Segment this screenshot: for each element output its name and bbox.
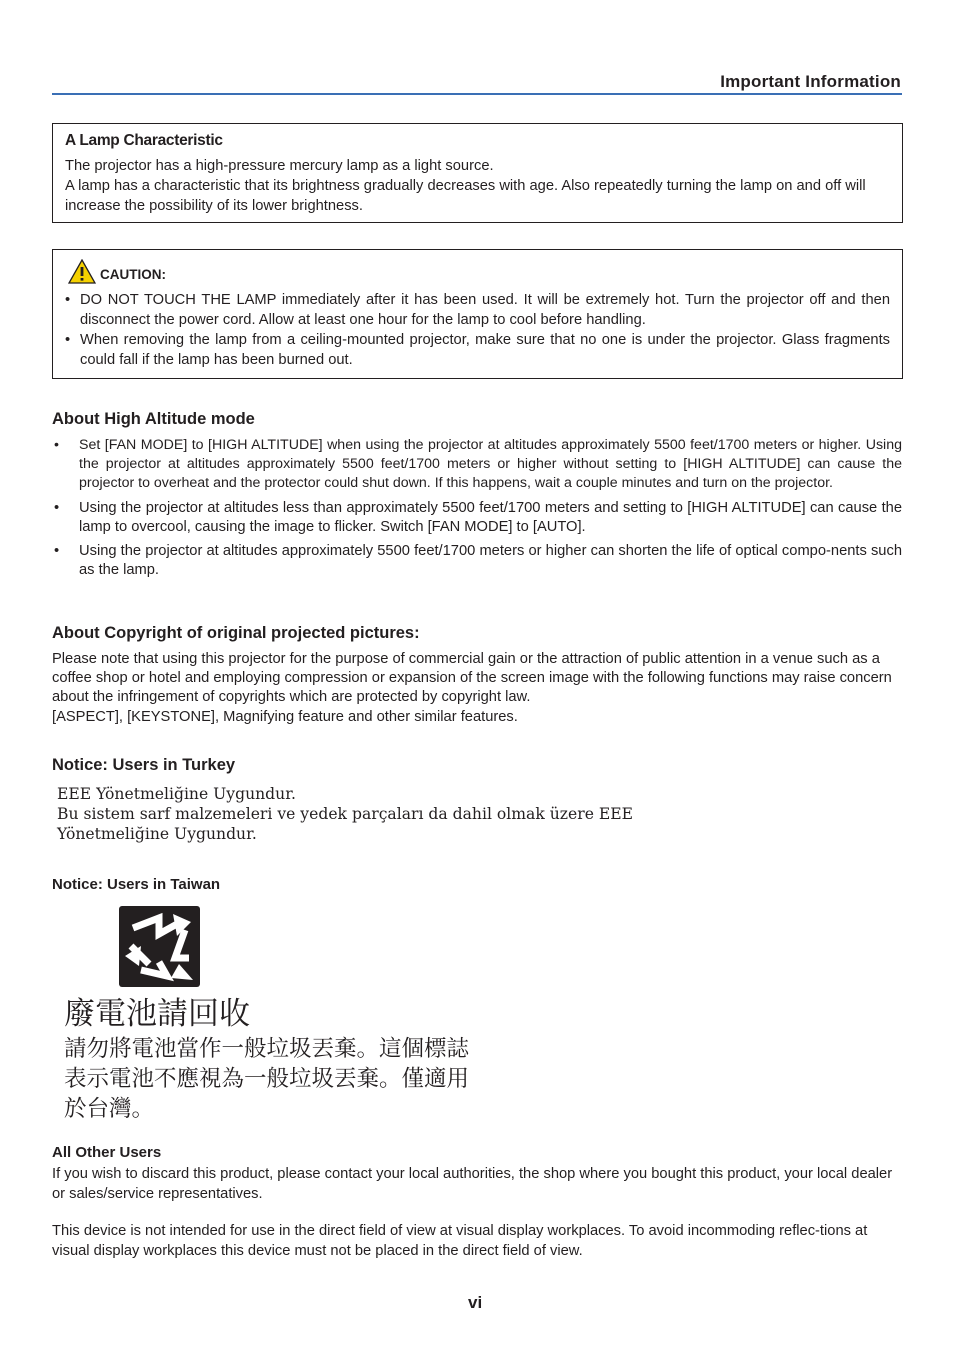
header-rule <box>52 93 902 95</box>
header-title: Important Information <box>720 72 901 91</box>
caution-item: • When removing the lamp from a ceiling-mounted projector, make sure that no one is under the projector. Glass fragments could fall if the lamp has been burned out. <box>65 330 890 370</box>
caution-list <box>65 290 890 370</box>
other-users-text1: If you wish to discard this product, please contact your local authorities, the shop where you bought this product, your local dealer or sales/service representatives. <box>52 1166 893 1202</box>
lamp-box-line2: A lamp has a characteristic that its brightness gradually decreases with age. Also repeatedly turning the lamp on and off will increase the possibility of its lower brightness. <box>65 178 866 214</box>
altitude-item: • Using the projector at altitudes less than approximately 5500 feet/1700 meters and setting to [HIGH ALTITUDE] can cause the lamp to overcool, causing the image to flicker. Switch [FAN MODE] to [AUTO]. <box>52 499 902 537</box>
caution-header <box>68 259 890 284</box>
lamp-box-title: A Lamp Characteristic <box>65 132 223 149</box>
taiwan-text: 請勿將電池當作一般垃圾丟棄。這個標誌表示電池不應視為一般垃圾丟棄。僅適用於台灣。 <box>64 1036 470 1122</box>
altitude-item: • Set [FAN MODE] to [HIGH ALTITUDE] when using the projector at altitudes approximately 5500 feet/1700 meters or higher. Using the projector at altitudes approximately 5500 feet/1700 meters or higher without setting to [HIGH ALTITUDE] can cause the projector to overheat and the protector could shut down. If this happens, wait a couple minutes and turn on the projector. <box>52 436 902 494</box>
copyright-paragraph: Please note that using this projector for the purpose of commercial gain or the attraction of public attention in a venue such as a coffee shop or hotel and employing compression or expansion of the screen image with the following functions may raise concern about the infringement of copyrights which are protected by copyright law. <box>52 651 892 706</box>
caution-label: CAUTION: <box>100 267 166 282</box>
caution-item: • DO NOT TOUCH THE LAMP immediately after it has been used. It will be extremely hot. Turn the projector off and then disconnect the power cord. Allow at least one hour for the lamp to cool before handling. <box>65 290 890 330</box>
lamp-box-text <box>65 156 890 216</box>
caution-box <box>52 249 903 379</box>
altitude-list <box>52 436 902 580</box>
copyright-title: About Copyright of original projected pictures: <box>52 624 420 642</box>
copyright-text <box>52 650 902 727</box>
battery-recycle-icon <box>119 906 200 987</box>
lamp-characteristic-box <box>52 123 903 223</box>
altitude-item: • Using the projector at altitudes approximately 5500 feet/1700 meters or higher can shorten the life of optical compo-nents such as the lamp. <box>52 542 902 580</box>
turkey-line1: EEE Yönetmeliğine Uygundur. <box>57 785 296 803</box>
turkey-line3: Yönetmeliğine Uygundur. <box>57 825 257 843</box>
other-users-text2: This device is not intended for use in the direct field of view at visual display workplaces. To avoid incommoding reflec-tions at visual display workplaces this device must not be placed in the direct field of view. <box>52 1223 868 1259</box>
taiwan-big-text: 廢電池請回收 <box>64 996 250 1032</box>
turkey-title: Notice: Users in Turkey <box>52 756 236 774</box>
copyright-features: [ASPECT], [KEYSTONE], Magnifying feature and other similar features. <box>52 708 518 725</box>
turkey-line2: Bu sistem sarf malzemeleri ve yedek parçaları da dahil olmak üzere EEE <box>57 805 634 823</box>
taiwan-title: Notice: Users in Taiwan <box>52 876 221 893</box>
lamp-box-line1: The projector has a high-pressure mercury lamp as a light source. <box>65 158 494 174</box>
page-number: vi <box>468 1293 483 1312</box>
warning-icon <box>68 259 96 284</box>
turkey-notice <box>57 784 633 844</box>
altitude-title: About High Altitude mode <box>52 410 255 428</box>
other-users-title: All Other Users <box>52 1144 162 1161</box>
